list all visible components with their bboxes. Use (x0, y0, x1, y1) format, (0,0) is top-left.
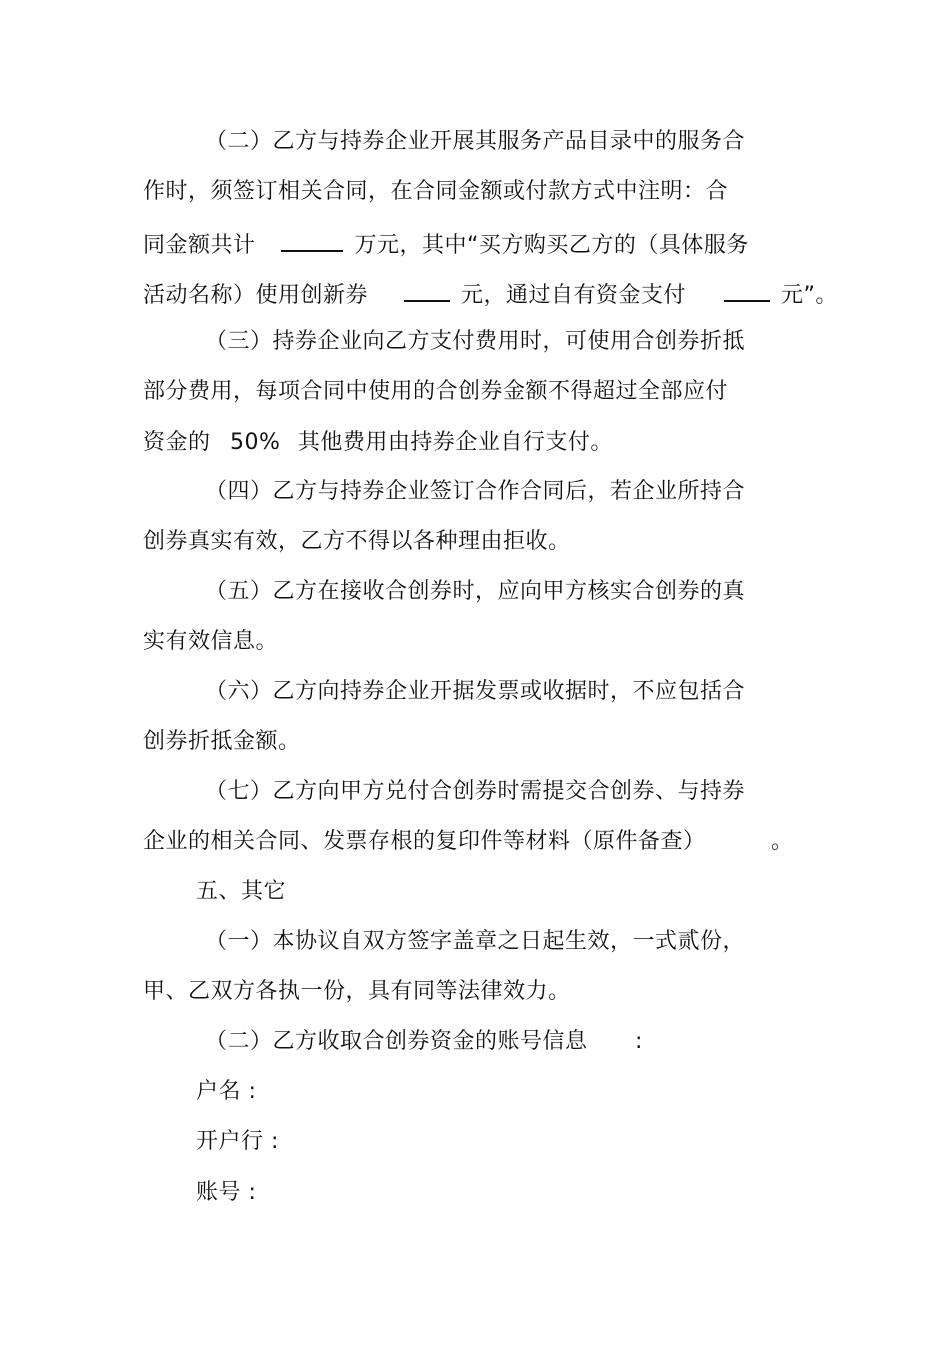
section-5-item-2 (205, 1027, 643, 1057)
paragraph-2-end: 元”。 (781, 283, 838, 308)
paragraph-3-line-1: （三）持券企业向乙方支付费用时，可使用合创券折抵 (205, 329, 746, 354)
paragraph-3-line-2: 部分费用，每项合同中使用的合创券金额不得超过全部应付 (143, 379, 729, 404)
percent-value: 50% (230, 430, 281, 455)
paragraph-2-line-4 (143, 278, 838, 311)
paragraph-7-line-1: （七）乙方向甲方兑付合创券时需提交合创券、与持券 (205, 779, 746, 804)
account-info-colon: : (635, 1029, 643, 1054)
paragraph-2-line-3 (143, 228, 749, 261)
voucher-usage-label: 活动名称）使用创新券 (143, 283, 369, 308)
paragraph-4-line-1: （四）乙方与持券企业签订合作合同后，若企业所持合 (205, 479, 746, 504)
account-number-label: 账号 : (196, 1180, 257, 1205)
bank-label: 开户行 : (196, 1129, 279, 1154)
paragraph-6-line-1: （六）乙方向持券企业开据发票或收据时，不应包括合 (205, 679, 746, 704)
paragraph-7-line-2 (143, 827, 794, 857)
section-5-item-1-line-1: （一）本协议自双方签字盖章之日起生效，一式贰份， (205, 929, 746, 954)
paragraph-2-line-2: 作时，须签订相关合同，在合同金额或付款方式中注明：合 (143, 179, 729, 204)
account-name-label: 户名 : (196, 1079, 257, 1104)
contract-amount-text: 万元，其中“买方购买乙方的（具体服务 (354, 233, 749, 258)
paragraph-3-line-3 (143, 428, 613, 458)
paragraph-2-line-1: （二）乙方与持券企业开展其服务产品目录中的服务合 (205, 129, 746, 154)
other-fees-text: 其他费用由持券企业自行支付。 (297, 430, 613, 455)
paragraph-5-line-2: 实有效信息。 (143, 629, 279, 654)
contract-amount-label: 同金额共计 (143, 233, 256, 258)
materials-text: 企业的相关合同、发票存根的复印件等材料（原件备查） (143, 829, 706, 854)
self-funds-blank[interactable] (724, 278, 770, 302)
paragraph-4-line-2: 创券真实有效，乙方不得以各种理由拒收。 (143, 529, 571, 554)
voucher-amount-blank[interactable] (404, 278, 450, 302)
contract-amount-blank[interactable] (281, 228, 343, 252)
account-info-label: （二）乙方收取合创券资金的账号信息 (205, 1029, 588, 1054)
paragraph-6-line-2: 创券折抵金额。 (143, 729, 301, 754)
paragraph-5-line-1: （五）乙方在接收合创券时，应向甲方核实合创券的真 (205, 579, 746, 604)
section-5-item-1-line-2: 甲、乙双方各执一份，具有同等法律效力。 (143, 979, 571, 1004)
self-funds-label: 元，通过自有资金支付 (461, 283, 687, 308)
paragraph-7-end: 。 (771, 829, 794, 854)
section-5-heading: 五、其它 (196, 879, 287, 904)
funds-label: 资金的 (143, 430, 211, 455)
